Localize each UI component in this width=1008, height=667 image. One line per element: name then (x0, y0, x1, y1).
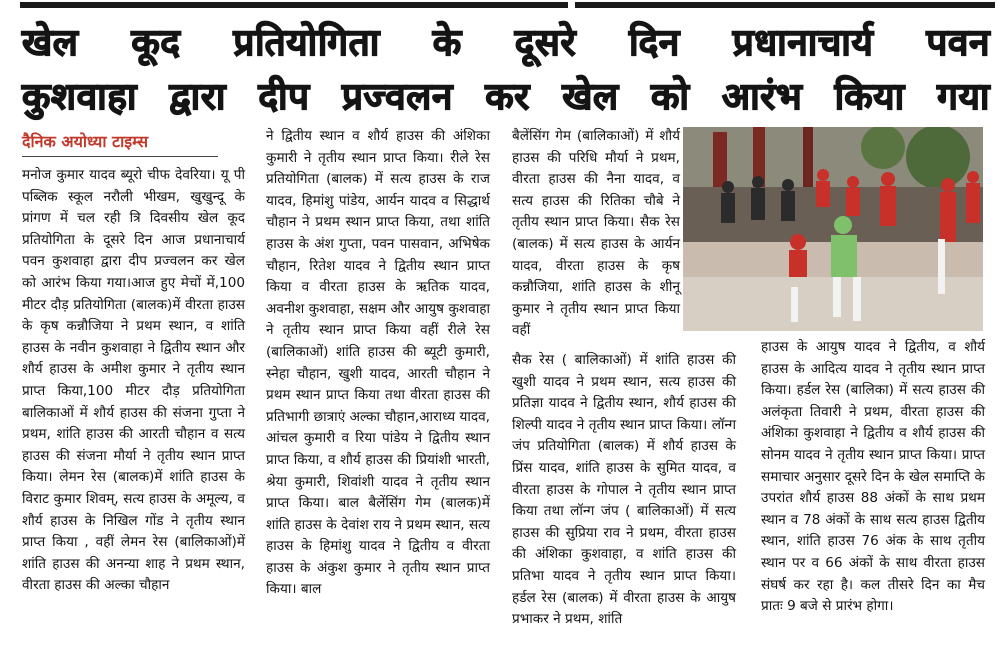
article-column-4: हाउस के आयुष यादव ने द्वितीय, व शौर्य हाउस के आदित्य यादव ने तृतीय स्थान प्राप्त किया। हर्डल रेस (बालिका) में सत्य हाउस की अलंकृता तिवारी ने प्रथम, वीरता हाउस की अंशिका कुशवाहा ने द्वितीय व शौर्य हाउस की सोनम यादव ने तृतीय स्थान प्राप्त किया। प्राप्त समाचार अनुसार दूसरे दिन के खेल समाप्ति के उपरांत शौर्य हाउस 88 अंकों के साथ प्रथम स्थान व 78 अंकों के साथ सत्य हाउस द्वितीय स्थान, शांति हाउस 76 अंक के साथ तृतीय स्थान पर व 66 अंकों के साथ वीरता हाउस संघर्ष कर रहा है। कल तीसरे दिन का मैच प्रातः 9 बजे से प्रारंभ होगा। (761, 339, 985, 615)
article-column-1: मनोज कुमार यादव ब्यूरो चीफ देवरिया। यू पी पब्लिक स्कूल नरौली भीखम, खुखुन्दू के प्रांगण में चल रही त्रि दिवसीय खेल कूद प्रतियोगिता के दूसरे दिन आज प्रधानाचार्य पवन कुशवाहा द्वारा दीप प्रज्वलन कर खेल को आरंभ किया गया।आज हुए मेचों में,100 मीटर दौड़ प्रतियोगिता (बालक)में वीरता हाउस के कृष कन्नौजिया ने प्रथम स्थान, व शांति हाउस के नवीन कुशवाहा ने द्वितीय स्थान और शौर्य हाउस के अमीश कुमार ने तृतीय स्थान प्राप्त किया,100 मीटर दौड़ प्रतियोगिता बालिकाओं में शौर्य हाउस की संजना गुप्ता ने प्रथम, शांति हाउस की आरती चौहान व सत्य हाउस की संजना मौर्या ने तृतीय स्थान प्राप्त किया। लेमन रेस (बालक)में शांति हाउस के विराट कुमार शिवम्, सत्य हाउस के अमूल्य, व शौर्य हाउस के निखिल गोंड ने तृतीय स्थान प्राप्त किया , वहीं लेमन रेस (बालिकाओं)में शांति हाउस की अनन्या शाह ने प्रथम स्थान, वीरता हाउस की अल्का चौहान (22, 167, 245, 594)
byline: दैनिक अयोध्या टाइम्स (22, 130, 218, 157)
sports-event-photo (683, 127, 983, 331)
article-column-3-bottom: सैक रेस ( बालिकाओं) में शांति हाउस की खुशी यादव ने प्रथम स्थान, सत्य हाउस की प्रतिज्ञा यादव ने द्वितीय स्थान, शौर्य हाउस की शिल्पी यादव ने तृतीय स्थान प्राप्त किया। लॉन्ग जंप प्रतियोगिता (बालक) में शौर्य हाउस के प्रिंस यादव, शांति हाउस के सुमित यादव, व वीरता हाउस के गोपाल ने तृतीय स्थान प्राप्त किया तथा लॉन्ग जंप ( बालिकाओं) में सत्य हाउस की सुप्रिया राव ने प्रथम, वीरता हाउस की अंशिका कुशवाहा, व शांति हाउस की प्रतिभा यादव ने तृतीय स्थान प्राप्त किया। हर्डल रेस (बालक) में वीरता हाउस के आयुष प्रभाकर ने प्रथम, शांति (512, 352, 736, 628)
top-rule (20, 2, 568, 8)
article-column-3-top: बैलेंसिंग गेम (बालिकाओं) में शौर्य हाउस की परिधि मौर्या ने प्रथम, वीरता हाउस की नैना यादव, व सत्य हाउस की रितिका चौबे ने तृतीय स्थान प्राप्त किया। सैक रेस (बालक) में सत्य हाउस के आर्यन यादव, वीरता हाउस के कृष कन्नौजिया, शांति हाउस के शीनू कुमार ने तृतीय स्थान प्राप्त किया वहीं (512, 128, 680, 339)
article-column-2: ने द्वितीय स्थान व शौर्य हाउस की अंशिका कुमारी ने तृतीय स्थान प्राप्त किया। रीले रेस प्रतियोगिता (बालक) में सत्य हाउस के राज यादव, हिमांशु पांडेय, आर्यन यादव व सिद्धार्थ चौहान ने प्रथम स्थान प्राप्त किया, तथा शांति हाउस के अंश गुप्ता, पवन पासवान, अभिषेक चौहान, रितेश यादव ने द्वितीय स्थान प्राप्त किया व वीरता हाउस के ऋतिक यादव, अवनीश कुशवाहा, सक्षम और आयुष कुशवाहा ने तृतीय स्थान प्राप्त किया वहीं रीले रेस (बालिकाओं) शांति हाउस की ब्यूटी कुमारी, स्नेहा चौहान, खुशी यादव, आरती चौहान ने प्रथम स्थान प्राप्त किया तथा वीरता हाउस की प्रतिभागी छात्राएं अल्का चौहान,आराध्य यादव, आंचल कुमारी व रिया पांडेय ने द्वितीय स्थान प्राप्त किया, व शौर्य हाउस की प्रियांशी भारती, श्रेया कुमारी, शिवांशी यादव ने तृतीय स्थान प्राप्त किया। बाल बैलेंसिंग गेम (बालक)में शांति हाउस के देवांश राय ने प्रथम स्थान, सत्य हाउस के हिमांशु यादव ने द्वितीय व वीरता हाउस के अंकुश कुमार ने तृतीय स्थान प्राप्त किया। बाल (266, 128, 490, 598)
headline-line-1: खेल कूद प्रतियोगिता के दूसरे दिन प्रधानाचार्य पवन (22, 21, 990, 64)
top-rule-right (575, 2, 995, 8)
headline (22, 16, 990, 124)
headline-line-2: कुशवाहा द्वारा दीप प्रज्वलन कर खेल को आरंभ किया गया (22, 75, 990, 118)
